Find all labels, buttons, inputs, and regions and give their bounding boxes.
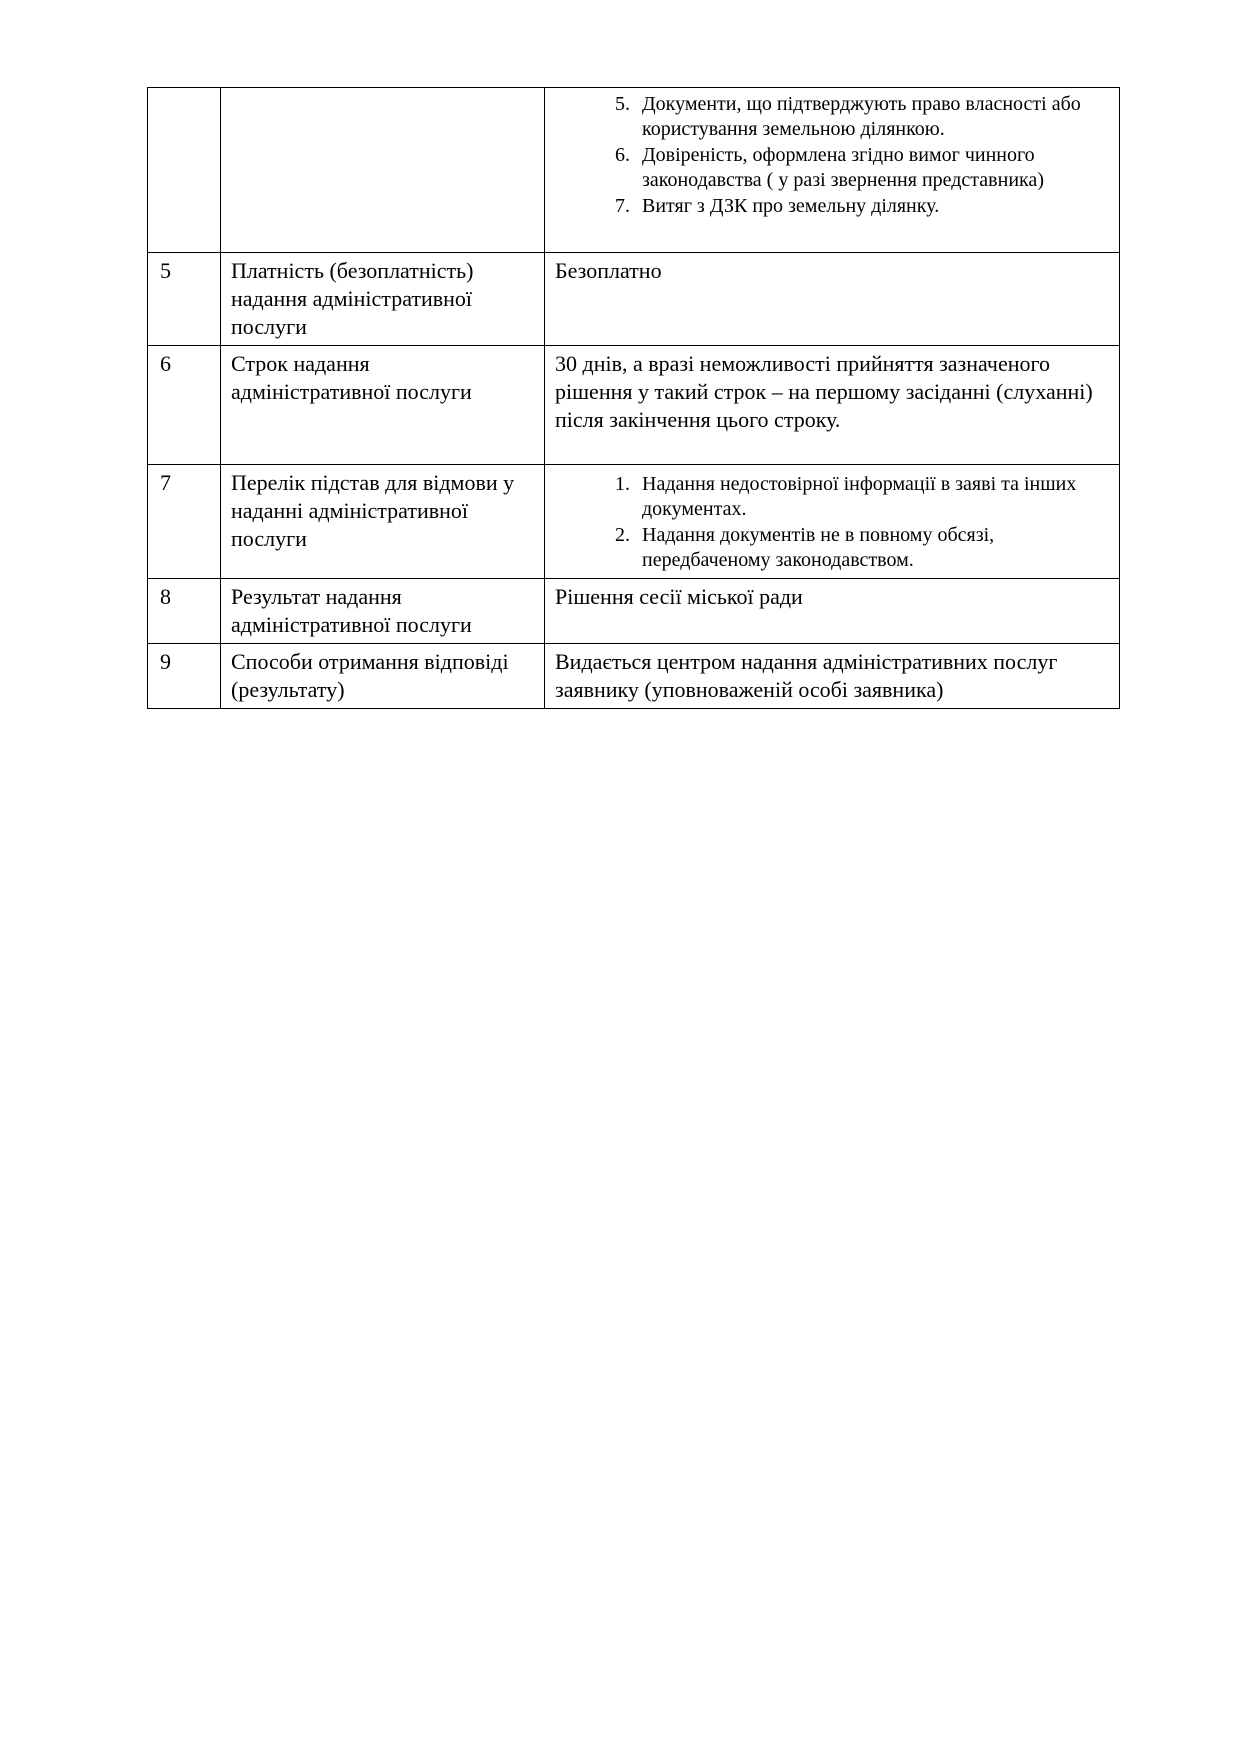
required-documents-list bbox=[555, 92, 1109, 219]
row-name: Результат надання адміністративної послуги bbox=[221, 579, 545, 644]
row-number: 5 bbox=[148, 253, 221, 346]
list-item-number: 7. bbox=[615, 195, 630, 217]
list-item bbox=[555, 92, 1109, 142]
list-item-number: 2. bbox=[615, 524, 630, 546]
table-row bbox=[148, 644, 1120, 709]
row-value: Рішення сесії міської ради bbox=[545, 579, 1120, 644]
list-item-number: 1. bbox=[615, 473, 630, 495]
list-item bbox=[555, 523, 1109, 573]
row-value bbox=[545, 465, 1120, 579]
row-name: Платність (безоплатність) надання адміністративної послуги bbox=[221, 253, 545, 346]
row-number: 9 bbox=[148, 644, 221, 709]
row-value: Видається центром надання адміністративних послуг заявнику (уповноваженій особі заявника) bbox=[545, 644, 1120, 709]
list-item-text: Витяг з ДЗК про земельну ділянку. bbox=[642, 195, 940, 217]
row-number: 6 bbox=[148, 346, 221, 465]
row-name: Перелік підстав для відмови у наданні адміністративної послуги bbox=[221, 465, 545, 579]
row-number: 8 bbox=[148, 579, 221, 644]
list-item-text: Довіреність, оформлена згідно вимог чинного законодавства ( у разі звернення представника) bbox=[642, 144, 1044, 191]
list-item-text: Надання недостовірної інформації в заяві та інших документах. bbox=[642, 473, 1077, 520]
services-table bbox=[147, 87, 1120, 709]
list-item-text: Надання документів не в повному обсязі, передбаченому законодавством. bbox=[642, 524, 995, 571]
row-value bbox=[545, 88, 1120, 253]
row-number: 7 bbox=[148, 465, 221, 579]
refusal-grounds-list bbox=[555, 469, 1109, 573]
table-row bbox=[148, 465, 1120, 579]
list-item-number: 5. bbox=[615, 93, 630, 115]
table-row bbox=[148, 88, 1120, 253]
row-value: 30 днів, а вразі неможливості прийняття зазначеного рішення у такий строк – на першому засіданні (слуханні) після закінчення цього строку. bbox=[545, 346, 1120, 465]
table-row bbox=[148, 579, 1120, 644]
list-item bbox=[555, 194, 1109, 219]
list-item-number: 6. bbox=[615, 144, 630, 166]
row-name bbox=[221, 88, 545, 253]
table-row bbox=[148, 253, 1120, 346]
row-name: Способи отримання відповіді (результату) bbox=[221, 644, 545, 709]
list-item bbox=[555, 143, 1109, 193]
list-item bbox=[555, 472, 1109, 522]
row-value: Безоплатно bbox=[545, 253, 1120, 346]
row-name: Строк надання адміністративної послуги bbox=[221, 346, 545, 465]
list-item-text: Документи, що підтверджують право власності або користування земельною ділянкою. bbox=[642, 93, 1081, 140]
table-row bbox=[148, 346, 1120, 465]
row-number bbox=[148, 88, 221, 253]
